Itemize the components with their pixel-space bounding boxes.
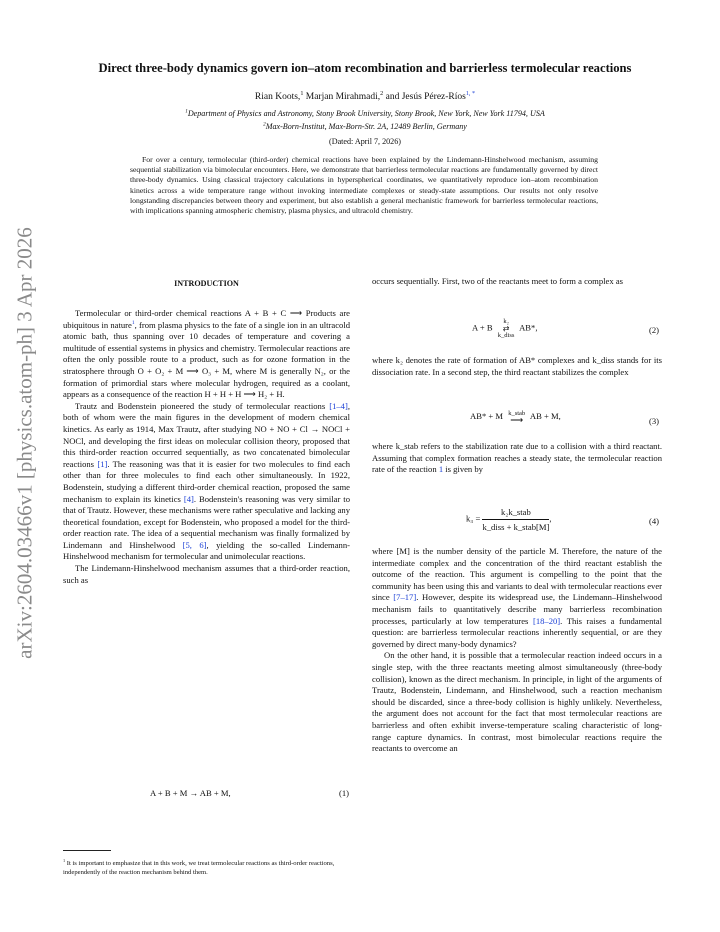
author-mirahmadi: Marjan Mirahmadi, <box>305 92 381 102</box>
right-paragraph-1: occurs sequentially. First, two of the reactants meet to form a complex as <box>372 276 623 286</box>
equilibrium-arrow-icon: ⇄ <box>502 324 510 333</box>
equation-4 <box>466 507 552 532</box>
citation-4[interactable]: [4] <box>183 493 194 504</box>
right-paragraph-3 <box>372 441 662 476</box>
author-perez-rios: and Jesús Pérez-Ríos <box>385 92 466 102</box>
affiliation-2-text: Max-Born-Institut, Max-Born-Str. 2A, 12489 Berlin, Germany <box>265 122 467 131</box>
equation-3-rate: k_stab <box>508 410 526 417</box>
left-column <box>63 308 350 586</box>
arxiv-side-stamp <box>5 222 45 664</box>
equation-2-equilibrium-arrows <box>498 318 515 339</box>
intro-paragraph-1 <box>63 308 350 401</box>
author-koots: Rian Koots, <box>254 92 301 102</box>
right-paragraph-5: On the other hand, it is possible that a termolecular reaction indeed occurs in a single step, with the three reactants meeting almost simultaneously (three-body collision), known as the direct mechanism. In principle, in light of the arguments of Trautz, Bodenstein, Lindemann, and Hinshelwood, such a reaction mechanism should be discarded, since a three-body collision is highly unlikely. Nevertheless, the argument does not account for the fact that most termolecular reactions are barrierless and often exhibit inverse-temperature scaling characteristic of long-range capture dynamics. In contrast, most bimolecular reactions require the reactants to overcome an <box>372 650 662 754</box>
footnote-1 <box>63 857 350 877</box>
citation-1[interactable]: [1] <box>97 458 108 469</box>
author-list <box>60 92 670 102</box>
affiliation-1-marker: 1 <box>185 108 188 115</box>
citation-7-17[interactable]: [7–17] <box>393 592 417 603</box>
abstract: For over a century, termolecular (third-order) chemical reactions have been explained by the Lindemann-Hinshelwood mechanism, assuming sequential stabilization via bimolecular encounters. Here, we demonstrate that barrierless termolecular reactions are fundamentally governed by direct three-body dynamics. Using classical trajectory calculations in hyperspherical coordinates, we quantitatively reproduce ion–atom recombination kinetics across a wide temperature range without invoking intermediate complexes or steady-state assumptions. Our results not only resolve longstanding discrepancies between theory and experiment, but also establish a general mechanistic framework for barrierless termolecular reactions, with implications spanning atmospheric chemistry, plasma physics, and ultracold chemistry. <box>130 155 598 216</box>
equation-3-rhs: AB + M, <box>529 410 561 421</box>
footnote-rule <box>63 850 111 851</box>
right-column-p4 <box>372 546 662 755</box>
equation-3-lhs: AB* + M <box>470 410 504 421</box>
equation-4-lhs: k₃ = <box>466 513 481 524</box>
equation-4-comma: , <box>549 513 552 524</box>
dated-line: (Dated: April 7, 2026) <box>329 137 401 146</box>
equation-2-lhs: A + B <box>472 322 493 333</box>
arxiv-identifier: arXiv:2604.03466v1 [physics.atom-ph] 3 Apr 2026 <box>12 227 37 659</box>
citation-1-4[interactable]: [1–4] <box>329 400 348 411</box>
intro-p2-text-d: . Bodenstein's reasoning was very similar to that of Trautz. However, these mechanisms were rather speculative and lacking any theoretical foundation, except for Bodenstein, who proposed a model for the third-order reaction rate. The idea of a sequential mechanism was finally formalized by Lindemann and Hinshelwood <box>63 493 350 550</box>
affiliation-1 <box>60 109 670 118</box>
citation-5-6[interactable]: [5, 6] <box>182 539 207 550</box>
right-p4-text-b: . However, despite its widespread use, the Lindemann–Hinshelwood mechanism fails to quantitatively describe many barrierless recombination processes, particularly at low temperatures <box>372 592 663 626</box>
section-heading-introduction: INTRODUCTION <box>174 279 239 288</box>
equation-2-reverse-rate: k_diss <box>497 332 515 339</box>
intro-paragraph-3: The Lindemann-Hinshelwood mechanism assumes that a third-order reaction, such as <box>63 563 350 585</box>
author-koots-affil: 1 <box>300 90 304 97</box>
intro-paragraph-2 <box>63 401 350 563</box>
equation-2-rhs: AB*, <box>519 322 538 333</box>
footnote-ref-1[interactable]: 1 <box>131 319 135 326</box>
citation-18-20[interactable]: [18–20] <box>532 615 561 626</box>
equation-4-numerator: k₂k_stab <box>482 507 549 520</box>
author-perez-rios-affil-link[interactable]: 1, * <box>465 90 476 97</box>
equation-ref-1[interactable]: 1 <box>438 464 444 475</box>
equation-3-number: (3) <box>649 416 660 426</box>
author-mirahmadi-affil: 2 <box>380 90 384 97</box>
equation-3 <box>470 410 561 424</box>
affiliation-1-text: Department of Physics and Astronomy, Stony Brook University, Stony Brook, New York, New York 11794, USA <box>187 109 545 118</box>
intro-p2-text-b: , both of whom were the main figures in the development of modern chemical kinetics. As early as 1914, Max Trautz, after studying NO + NO + Cl → NOCl + NOCl, and developing the first ideas on molecular collision theory, proposed that this third-order reaction occurred sequentially, as two concatenated bimolecular reactions <box>63 400 350 469</box>
equation-2-forward-rate: k₂ <box>503 318 509 325</box>
affiliation-2 <box>60 122 670 131</box>
right-p3-text-b: is given by <box>443 464 483 475</box>
footnote-1-marker: 1 <box>63 857 66 863</box>
right-p4-text-c: . This raises a fundamental question: are barrierless termolecular reactions inherently sequential, or are they governed by direct many-body dynamics? <box>372 615 663 649</box>
intro-p2-text-e: , yielding the so-called Lindemann-Hinshelwood mechanism for termolecular and unimolecular reactions. <box>63 539 350 562</box>
equation-4-number: (4) <box>649 516 660 526</box>
paper-title: Direct three-body dynamics govern ion–atom recombination and barrierless termolecular reactions <box>98 61 632 75</box>
equation-2-number: (2) <box>649 325 660 335</box>
right-column-p2 <box>372 355 662 378</box>
right-p4-text-a: where [M] is the number density of the particle M. Therefore, the nature of the intermediate complex and the concentration of the third reactant establish the outcome of the reaction. This argument is compelling to the point that the community has been using this and variants to deal with termolecular reactions ever since <box>372 546 662 603</box>
intro-p1-text-b: , from plasma physics to the fate of a single ion in an ultracold atomic bath, thus spanning over 10 decades of temperature and covering a multitude of essential systems in physics and chemistry. Termolecular reactions are often the only possible route to a product, such as for ozone formation in the stratosphere through O + O₂ + M ⟶ O₃ + M, where M is generally N₂, or the formation of primordial stars where molecular hydrogen, required as a coolant, appears as a consequence of the reaction H + H + H ⟶ H₂ + H. <box>63 319 350 400</box>
right-column-p1 <box>372 276 662 288</box>
intro-p2-text-a: Trautz and Bodenstein pioneered the study of termolecular reactions <box>75 400 330 411</box>
footnote-1-text: It is important to emphasize that in this work, we treat termolecular reactions as third-order reactions, independently of the reaction mechanism behind them. <box>63 860 335 876</box>
equation-3-arrow <box>508 410 525 424</box>
equation-1-number: (1) <box>339 788 350 798</box>
right-arrow-icon: ⟶ <box>510 415 524 425</box>
equation-4-denominator: k_diss + k_stab[M] <box>482 522 550 532</box>
right-paragraph-4 <box>372 546 662 650</box>
right-column-p3 <box>372 441 662 476</box>
intro-p2-text-c: . The reasoning was that it is easier for two molecules to find each other than for three molecules to find each other simultaneously. In 1922, Bodenstein, studying a different third-order chemical reaction, proposed the same mechanism to explain its kinetics <box>63 458 351 504</box>
equation-1: A + B + M → AB + M, <box>150 788 231 798</box>
equation-4-fraction <box>482 507 552 532</box>
affiliation-2-marker: 2 <box>263 121 266 128</box>
intro-p1-text-a: Termolecular or third-order chemical reactions A + B + C ⟶ Products are ubiquitous in nature <box>63 308 350 330</box>
right-p3-text-a: where k_stab refers to the stabilization rate due to a collision with a third reactant. Assuming that complex formation reaches a steady state, the termolecular reaction rate of the reaction <box>372 441 662 475</box>
right-paragraph-2: where k₂ denotes the rate of formation of AB* complexes and k_diss stands for its dissociation rate. In a second step, the third reactant stabilizes the complex <box>372 355 662 377</box>
equation-2 <box>472 318 537 339</box>
